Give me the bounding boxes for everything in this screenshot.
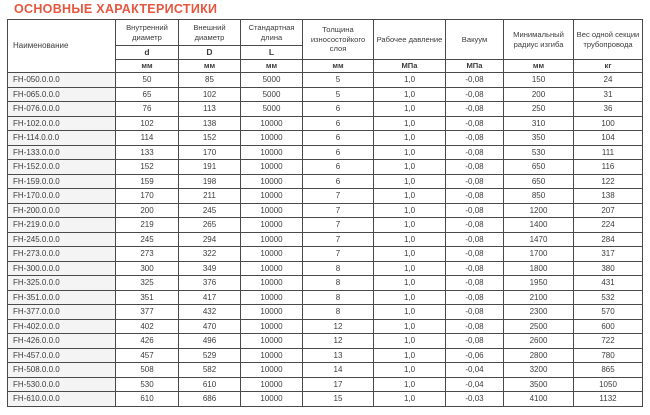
row-value-cell: 376 [179,276,241,291]
row-value-cell: 116 [574,160,643,175]
column-header-standard-length: Стандартная длина [241,20,303,46]
row-name-cell: FH-200.0.0.0 [8,203,116,218]
row-value-cell: 431 [574,276,643,291]
row-value-cell: 1,0 [374,131,446,146]
row-value-cell: 600 [574,319,643,334]
table-row [8,319,643,334]
row-value-cell: 2600 [504,334,574,349]
row-value-cell: 1,0 [374,160,446,175]
row-value-cell: 104 [574,131,643,146]
table-row [8,174,643,189]
row-value-cell: 10000 [241,276,303,291]
row-value-cell: 10000 [241,174,303,189]
row-value-cell: 2500 [504,319,574,334]
unit-outer-diameter: мм [179,60,241,73]
unit-working-pressure: МПа [374,60,446,73]
row-value-cell: 8 [303,261,374,276]
table-row [8,232,643,247]
row-name-cell: FH-377.0.0.0 [8,305,116,320]
row-value-cell: 650 [504,174,574,189]
row-value-cell: 1,0 [374,73,446,88]
row-value-cell: 1,0 [374,290,446,305]
row-value-cell: 8 [303,305,374,320]
row-value-cell: -0,08 [446,160,504,175]
row-value-cell: 14 [303,363,374,378]
row-value-cell: -0,08 [446,232,504,247]
row-value-cell: 65 [116,87,179,102]
table-row [8,102,643,117]
row-value-cell: 219 [116,218,179,233]
row-value-cell: 1470 [504,232,574,247]
row-value-cell: 113 [179,102,241,117]
table-row [8,348,643,363]
row-name-cell: FH-273.0.0.0 [8,247,116,262]
row-value-cell: 198 [179,174,241,189]
row-value-cell: 325 [116,276,179,291]
row-value-cell: 24 [574,73,643,88]
row-value-cell: 10000 [241,261,303,276]
row-value-cell: 10000 [241,319,303,334]
table-row [8,160,643,175]
row-value-cell: 150 [504,73,574,88]
row-value-cell: 284 [574,232,643,247]
table-row [8,218,643,233]
row-value-cell: 170 [179,145,241,160]
row-value-cell: 8 [303,276,374,291]
row-value-cell: 10000 [241,116,303,131]
row-value-cell: 10000 [241,305,303,320]
row-name-cell: FH-426.0.0.0 [8,334,116,349]
row-value-cell: -0,04 [446,363,504,378]
row-name-cell: FH-508.0.0.0 [8,363,116,378]
unit-wear-layer: мм [303,60,374,73]
row-value-cell: 111 [574,145,643,160]
row-name-cell: FH-219.0.0.0 [8,218,116,233]
row-value-cell: 224 [574,218,643,233]
row-value-cell: 1,0 [374,392,446,407]
row-value-cell: 6 [303,145,374,160]
row-name-cell: FH-159.0.0.0 [8,174,116,189]
row-value-cell: 1,0 [374,87,446,102]
row-value-cell: 1050 [574,377,643,392]
row-name-cell: FH-325.0.0.0 [8,276,116,291]
row-value-cell: 4100 [504,392,574,407]
row-value-cell: 5000 [241,87,303,102]
row-value-cell: 432 [179,305,241,320]
row-value-cell: 380 [574,261,643,276]
row-value-cell: 351 [116,290,179,305]
row-value-cell: 1132 [574,392,643,407]
row-value-cell: 170 [116,189,179,204]
row-value-cell: 402 [116,319,179,334]
row-name-cell: FH-457.0.0.0 [8,348,116,363]
symbol-d: d [116,46,179,60]
row-value-cell: -0,08 [446,145,504,160]
row-value-cell: 529 [179,348,241,363]
row-value-cell: 10000 [241,203,303,218]
table-row [8,334,643,349]
row-value-cell: -0,08 [446,334,504,349]
row-value-cell: 102 [116,116,179,131]
row-value-cell: 1,0 [374,348,446,363]
row-name-cell: FH-050.0.0.0 [8,73,116,88]
row-value-cell: 322 [179,247,241,262]
row-value-cell: 350 [504,131,574,146]
row-value-cell: 317 [574,247,643,262]
row-value-cell: 349 [179,261,241,276]
row-name-cell: FH-245.0.0.0 [8,232,116,247]
unit-standard-length: мм [241,60,303,73]
row-value-cell: 102 [179,87,241,102]
unit-weight: кг [574,60,643,73]
header-title-row [8,20,643,46]
row-name-cell: FH-300.0.0.0 [8,261,116,276]
row-value-cell: 10000 [241,247,303,262]
row-value-cell: 508 [116,363,179,378]
table-row [8,247,643,262]
row-value-cell: -0,06 [446,348,504,363]
row-value-cell: 377 [116,305,179,320]
row-value-cell: 1,0 [374,145,446,160]
row-value-cell: 12 [303,319,374,334]
row-value-cell: 265 [179,218,241,233]
unit-inner-diameter: мм [116,60,179,73]
column-header-wear-layer-thickness: Толщина износостойкого слоя [303,20,374,60]
row-value-cell: 6 [303,160,374,175]
row-name-cell: FH-152.0.0.0 [8,160,116,175]
table-row [8,131,643,146]
row-value-cell: 1,0 [374,334,446,349]
row-value-cell: 1,0 [374,116,446,131]
row-value-cell: -0,08 [446,189,504,204]
row-value-cell: 865 [574,363,643,378]
column-header-min-bend-radius: Минимальный радиус изгиба [504,20,574,60]
row-value-cell: 12 [303,334,374,349]
table-row [8,116,643,131]
table-row [8,363,643,378]
row-value-cell: 310 [504,116,574,131]
row-value-cell: 2300 [504,305,574,320]
row-value-cell: 7 [303,203,374,218]
row-value-cell: 1,0 [374,203,446,218]
unit-vacuum: МПа [446,60,504,73]
row-value-cell: 8 [303,290,374,305]
table-row [8,377,643,392]
row-value-cell: 7 [303,247,374,262]
table-row [8,261,643,276]
row-value-cell: 1,0 [374,232,446,247]
row-value-cell: 250 [504,102,574,117]
row-value-cell: 6 [303,131,374,146]
row-value-cell: 85 [179,73,241,88]
row-value-cell: 10000 [241,392,303,407]
row-value-cell: 10000 [241,160,303,175]
row-value-cell: 200 [504,87,574,102]
row-name-cell: FH-530.0.0.0 [8,377,116,392]
row-value-cell: 722 [574,334,643,349]
row-value-cell: 138 [179,116,241,131]
row-value-cell: 273 [116,247,179,262]
row-value-cell: 10000 [241,363,303,378]
row-value-cell: 114 [116,131,179,146]
row-name-cell: FH-076.0.0.0 [8,102,116,117]
row-value-cell: 122 [574,174,643,189]
row-value-cell: 6 [303,116,374,131]
row-value-cell: 1400 [504,218,574,233]
row-value-cell: -0,04 [446,377,504,392]
row-name-cell: FH-402.0.0.0 [8,319,116,334]
row-value-cell: 1,0 [374,305,446,320]
row-name-cell: FH-133.0.0.0 [8,145,116,160]
unit-bend-radius: мм [504,60,574,73]
row-value-cell: 207 [574,203,643,218]
row-value-cell: 1,0 [374,319,446,334]
row-value-cell: -0,08 [446,203,504,218]
column-header-working-pressure: Рабочее давление [374,20,446,60]
row-value-cell: 570 [574,305,643,320]
row-value-cell: -0,08 [446,261,504,276]
row-value-cell: 7 [303,189,374,204]
row-value-cell: 13 [303,348,374,363]
table-row [8,87,643,102]
row-value-cell: 1,0 [374,174,446,189]
row-value-cell: 10000 [241,218,303,233]
row-value-cell: 417 [179,290,241,305]
row-value-cell: 10000 [241,131,303,146]
column-header-outer-diameter: Внешний диаметр [179,20,241,46]
row-value-cell: 15 [303,392,374,407]
row-value-cell: 610 [116,392,179,407]
table-header [8,20,643,73]
row-value-cell: 6 [303,102,374,117]
row-value-cell: -0,08 [446,116,504,131]
column-header-vacuum: Вакуум [446,20,504,60]
table-row [8,189,643,204]
table-row [8,305,643,320]
row-value-cell: 10000 [241,145,303,160]
row-value-cell: 294 [179,232,241,247]
row-value-cell: 582 [179,363,241,378]
row-value-cell: 1,0 [374,363,446,378]
row-name-cell: FH-102.0.0.0 [8,116,116,131]
row-value-cell: 138 [574,189,643,204]
row-name-cell: FH-170.0.0.0 [8,189,116,204]
row-value-cell: 3200 [504,363,574,378]
row-value-cell: -0,08 [446,174,504,189]
row-value-cell: 7 [303,218,374,233]
row-name-cell: FH-065.0.0.0 [8,87,116,102]
row-value-cell: 17 [303,377,374,392]
table-row [8,145,643,160]
characteristics-table [7,19,643,407]
row-name-cell: FH-610.0.0.0 [8,392,116,407]
row-value-cell: 31 [574,87,643,102]
column-header-inner-diameter: Внутренний диаметр [116,20,179,46]
row-value-cell: 133 [116,145,179,160]
row-value-cell: 245 [179,203,241,218]
table-row [8,392,643,407]
table-row [8,290,643,305]
row-value-cell: 1,0 [374,261,446,276]
symbol-D: D [179,46,241,60]
row-value-cell: 159 [116,174,179,189]
page-title: ОСНОВНЫЕ ХАРАКТЕРИСТИКИ [14,2,218,16]
row-value-cell: 610 [179,377,241,392]
column-header-name: Наименование [8,20,116,73]
row-value-cell: -0,03 [446,392,504,407]
row-value-cell: 2100 [504,290,574,305]
row-value-cell: 780 [574,348,643,363]
row-value-cell: 3500 [504,377,574,392]
row-value-cell: 152 [179,131,241,146]
table-body [8,73,643,407]
row-value-cell: 532 [574,290,643,305]
row-value-cell: 211 [179,189,241,204]
row-value-cell: 50 [116,73,179,88]
row-value-cell: 10000 [241,232,303,247]
table-row [8,203,643,218]
row-value-cell: 426 [116,334,179,349]
row-value-cell: 76 [116,102,179,117]
row-value-cell: 5000 [241,102,303,117]
row-value-cell: 650 [504,160,574,175]
row-value-cell: -0,08 [446,276,504,291]
row-value-cell: -0,08 [446,131,504,146]
row-name-cell: FH-351.0.0.0 [8,290,116,305]
row-value-cell: 1,0 [374,276,446,291]
row-value-cell: 200 [116,203,179,218]
row-value-cell: 496 [179,334,241,349]
table-row [8,73,643,88]
row-value-cell: 6 [303,174,374,189]
row-value-cell: 152 [116,160,179,175]
row-value-cell: 5000 [241,73,303,88]
row-value-cell: 686 [179,392,241,407]
row-value-cell: 36 [574,102,643,117]
row-value-cell: 100 [574,116,643,131]
row-value-cell: 1,0 [374,218,446,233]
row-value-cell: -0,08 [446,218,504,233]
symbol-L: L [241,46,303,60]
row-name-cell: FH-114.0.0.0 [8,131,116,146]
row-value-cell: 10000 [241,334,303,349]
row-value-cell: 245 [116,232,179,247]
row-value-cell: -0,08 [446,102,504,117]
row-value-cell: -0,08 [446,290,504,305]
row-value-cell: 7 [303,232,374,247]
row-value-cell: -0,08 [446,305,504,320]
row-value-cell: 2800 [504,348,574,363]
row-value-cell: 1700 [504,247,574,262]
column-header-section-weight: Вес одной секции трубопровода [574,20,643,60]
row-value-cell: 530 [504,145,574,160]
table-row [8,276,643,291]
row-value-cell: 10000 [241,189,303,204]
row-value-cell: 10000 [241,348,303,363]
row-value-cell: 457 [116,348,179,363]
row-value-cell: 470 [179,319,241,334]
row-value-cell: -0,08 [446,87,504,102]
row-value-cell: 1,0 [374,102,446,117]
row-value-cell: -0,08 [446,247,504,262]
row-value-cell: 1,0 [374,377,446,392]
row-value-cell: 191 [179,160,241,175]
row-value-cell: -0,08 [446,73,504,88]
row-value-cell: 300 [116,261,179,276]
row-value-cell: 10000 [241,377,303,392]
row-value-cell: 1,0 [374,247,446,262]
row-value-cell: 1,0 [374,189,446,204]
row-value-cell: 850 [504,189,574,204]
row-value-cell: 10000 [241,290,303,305]
row-value-cell: 5 [303,73,374,88]
row-value-cell: 530 [116,377,179,392]
row-value-cell: 1200 [504,203,574,218]
row-value-cell: -0,08 [446,319,504,334]
row-value-cell: 1800 [504,261,574,276]
row-value-cell: 1950 [504,276,574,291]
row-value-cell: 5 [303,87,374,102]
